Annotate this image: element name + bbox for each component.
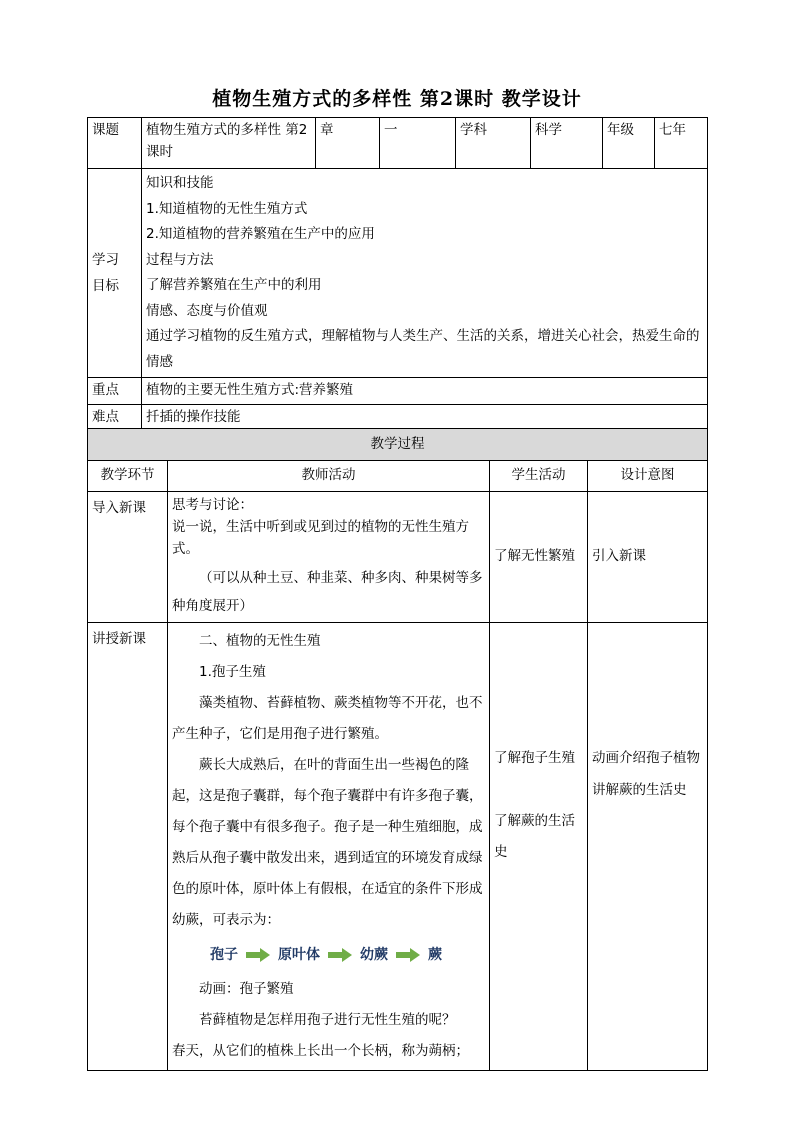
- header-teacher: 教师活动: [168, 461, 490, 492]
- difficulty-value: 扦插的操作技能: [142, 404, 708, 431]
- chapter-value: 一: [380, 118, 456, 169]
- header-intent: 设计意图: [588, 461, 708, 492]
- lecture-teacher: [168, 623, 490, 1071]
- lecture-heading: 二、植物的无性生殖: [199, 633, 321, 649]
- subject-label: 学科: [456, 118, 531, 169]
- lecture-paragraph: 苔藓植物是怎样用孢子进行无性生殖的呢？: [199, 1012, 456, 1029]
- lecture-student-item: 了解孢子生殖: [494, 750, 575, 766]
- lecture-intent: [588, 623, 708, 1071]
- arrow-right-icon: [328, 950, 352, 960]
- goals-line: 过程与方法: [146, 251, 214, 268]
- goals-line: 通过学习植物的反生殖方式，理解植物与人类生产、生活的关系，增进关心社会，热爱生命的情感: [146, 328, 700, 370]
- arrow-right-icon: [396, 950, 420, 960]
- intro-teacher-line: 说一说，生活中听到或见到过的植物的无性生殖方式。: [172, 519, 469, 557]
- info-table: [87, 117, 708, 431]
- lecture-intent-item: 动画介绍孢子植物: [592, 750, 700, 766]
- process-banner: 教学过程: [88, 429, 708, 461]
- grade-value: 七年: [655, 118, 708, 169]
- lecture-intent-item: 讲解蕨的生活史: [592, 782, 687, 798]
- topic-label: 课题: [88, 118, 142, 169]
- fern-life-cycle-flow: [172, 944, 485, 966]
- arrow-right-icon: [246, 950, 270, 960]
- lecture-paragraph: 藻类植物、苔藓植物、蕨类植物等不开花，也不产生种子，它们是用孢子进行繁殖。: [172, 695, 483, 742]
- grade-label: 年级: [603, 118, 655, 169]
- document-title: 植物生殖方式的多样性 第2课时 教学设计: [212, 88, 582, 110]
- lecture-subheading: 1.孢子生殖: [199, 664, 266, 680]
- goals-line: 1.知道植物的无性生殖方式: [146, 200, 308, 217]
- intro-intent: 引入新课: [588, 492, 708, 623]
- goals-line: 了解营养繁殖在生产中的利用: [146, 277, 322, 293]
- lecture-student: [490, 623, 588, 1071]
- intro-teacher-line: 思考与讨论：: [172, 497, 253, 513]
- goals-label: 学习目标: [88, 169, 142, 378]
- flow-node: 幼蕨: [360, 947, 388, 963]
- key-point-label: 重点: [88, 378, 142, 405]
- goals-line: 知识和技能: [146, 175, 214, 191]
- flow-node: 蕨: [428, 947, 442, 963]
- subject-value: 科学: [531, 118, 603, 169]
- intro-stage: 导入新课: [88, 492, 168, 623]
- intro-student: 了解无性繁殖: [490, 492, 588, 623]
- flow-node: 原叶体: [278, 947, 320, 963]
- lecture-stage: 讲授新课: [88, 623, 168, 1071]
- lecture-animation-note: 动画：孢子繁殖: [199, 981, 294, 998]
- goals-line: 情感、态度与价值观: [146, 302, 268, 319]
- goals-line: 2.知道植物的营养繁殖在生产中的应用: [146, 226, 375, 242]
- flow-node: 孢子: [210, 947, 238, 963]
- difficulty-label: 难点: [88, 404, 142, 431]
- header-stage: 教学环节: [88, 461, 168, 492]
- chapter-label: 章: [316, 118, 380, 169]
- header-student: 学生活动: [490, 461, 588, 492]
- key-point-value: 植物的主要无性生殖方式:营养繁殖: [142, 378, 708, 405]
- lecture-paragraph: 蕨长大成熟后，在叶的背面生出一些褐色的隆起，这是孢子囊群，每个孢子囊群中有许多孢子囊，每个孢子囊中有很多孢子。孢子是一种生殖细胞，成熟后从孢子囊中散发出来，遇到适宜的环境发育成绿色的原叶体，原叶体上有假根，在适宜的条件下形成幼蕨，可表示为：: [172, 757, 483, 928]
- intro-teacher: [168, 492, 490, 623]
- lecture-paragraph: 春天，从它们的植株上长出一个长柄，称为蒴柄；: [172, 1043, 469, 1060]
- goals-content: [142, 169, 708, 378]
- topic-value: 植物生殖方式的多样性 第2课时: [142, 118, 316, 169]
- process-table: [87, 428, 708, 1071]
- intro-teacher-line: （可以从种土豆、种韭菜、种多肉、种果树等多种角度展开）: [172, 570, 483, 614]
- lecture-student-item: 了解蕨的生活史: [494, 813, 575, 860]
